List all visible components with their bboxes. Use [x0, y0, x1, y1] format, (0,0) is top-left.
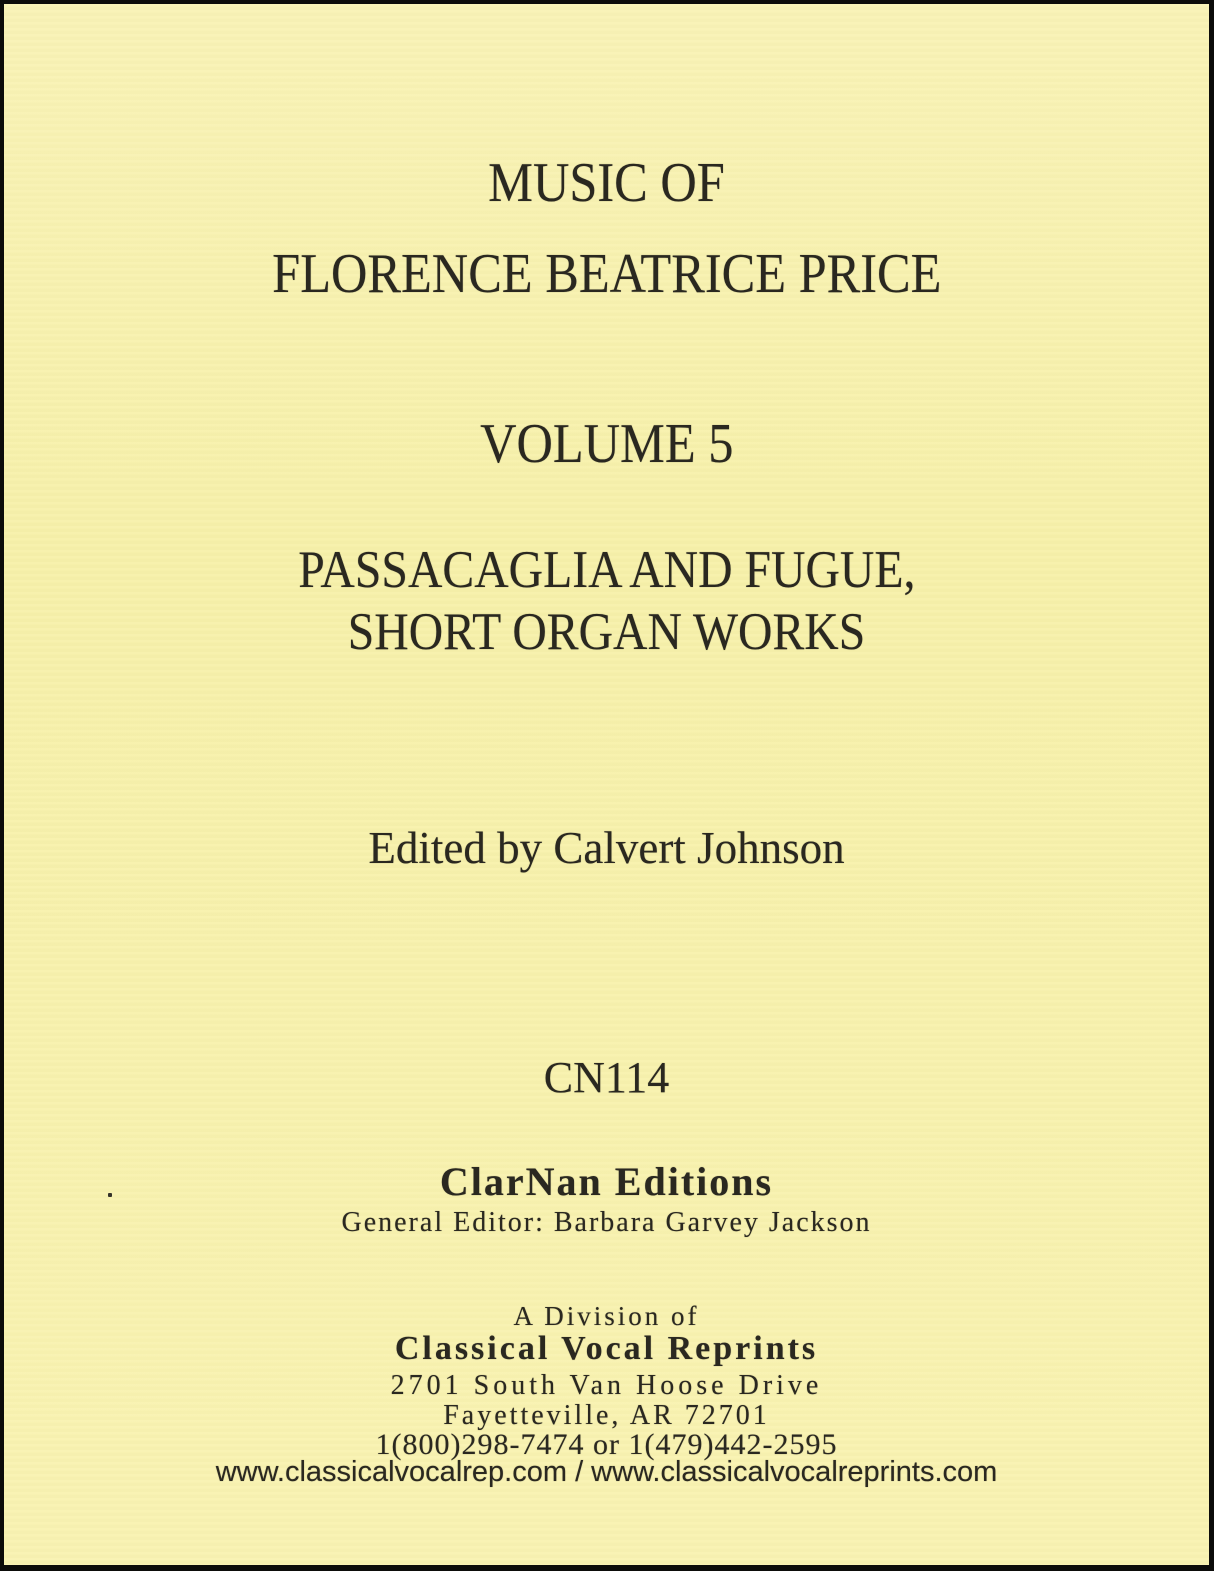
work-title-line1: PASSACAGLIA AND FUGUE, [297, 541, 916, 599]
catalog-number: CN114 [543, 1053, 670, 1102]
address-row-1 [4, 1372, 1209, 1400]
volume-row [4, 413, 1209, 475]
address-row-2 [4, 1402, 1209, 1430]
work-title-row-1 [4, 541, 1209, 599]
editor-row [4, 823, 1209, 873]
company-row [4, 1332, 1209, 1366]
scan-speck [108, 1193, 112, 1197]
scanned-title-page [4, 4, 1209, 1565]
series-title-line2: FLORENCE BEATRICE PRICE [271, 243, 942, 305]
series-title-row-1 [4, 152, 1209, 214]
work-title-line2: SHORT ORGAN WORKS [347, 603, 866, 661]
catalog-number-row [4, 1053, 1209, 1102]
publisher-name: ClarNan Editions [439, 1159, 774, 1204]
websites-row [4, 1458, 1209, 1487]
general-editor-credit: General Editor: Barbara Garvey Jackson [341, 1207, 872, 1238]
series-title-row-2 [4, 243, 1209, 305]
website-urls: www.classicalvocalrep.com / www.classicalvocalreprints.com [215, 1456, 998, 1488]
division-row [4, 1303, 1209, 1330]
address-line1: 2701 South Van Hoose Drive [390, 1370, 823, 1401]
editor-credit: Edited by Calvert Johnson [368, 823, 845, 873]
company-name: Classical Vocal Reprints [394, 1330, 819, 1367]
division-line: A Division of [513, 1301, 700, 1331]
phone-numbers: 1(800)298-7474 or 1(479)442-2595 [375, 1428, 838, 1461]
series-title-line1: MUSIC OF [488, 152, 725, 214]
general-editor-row [4, 1209, 1209, 1237]
work-title-row-2 [4, 603, 1209, 661]
address-line2: Fayetteville, AR 72701 [443, 1400, 770, 1431]
publisher-name-row [4, 1159, 1209, 1204]
volume-label: VOLUME 5 [479, 413, 734, 475]
